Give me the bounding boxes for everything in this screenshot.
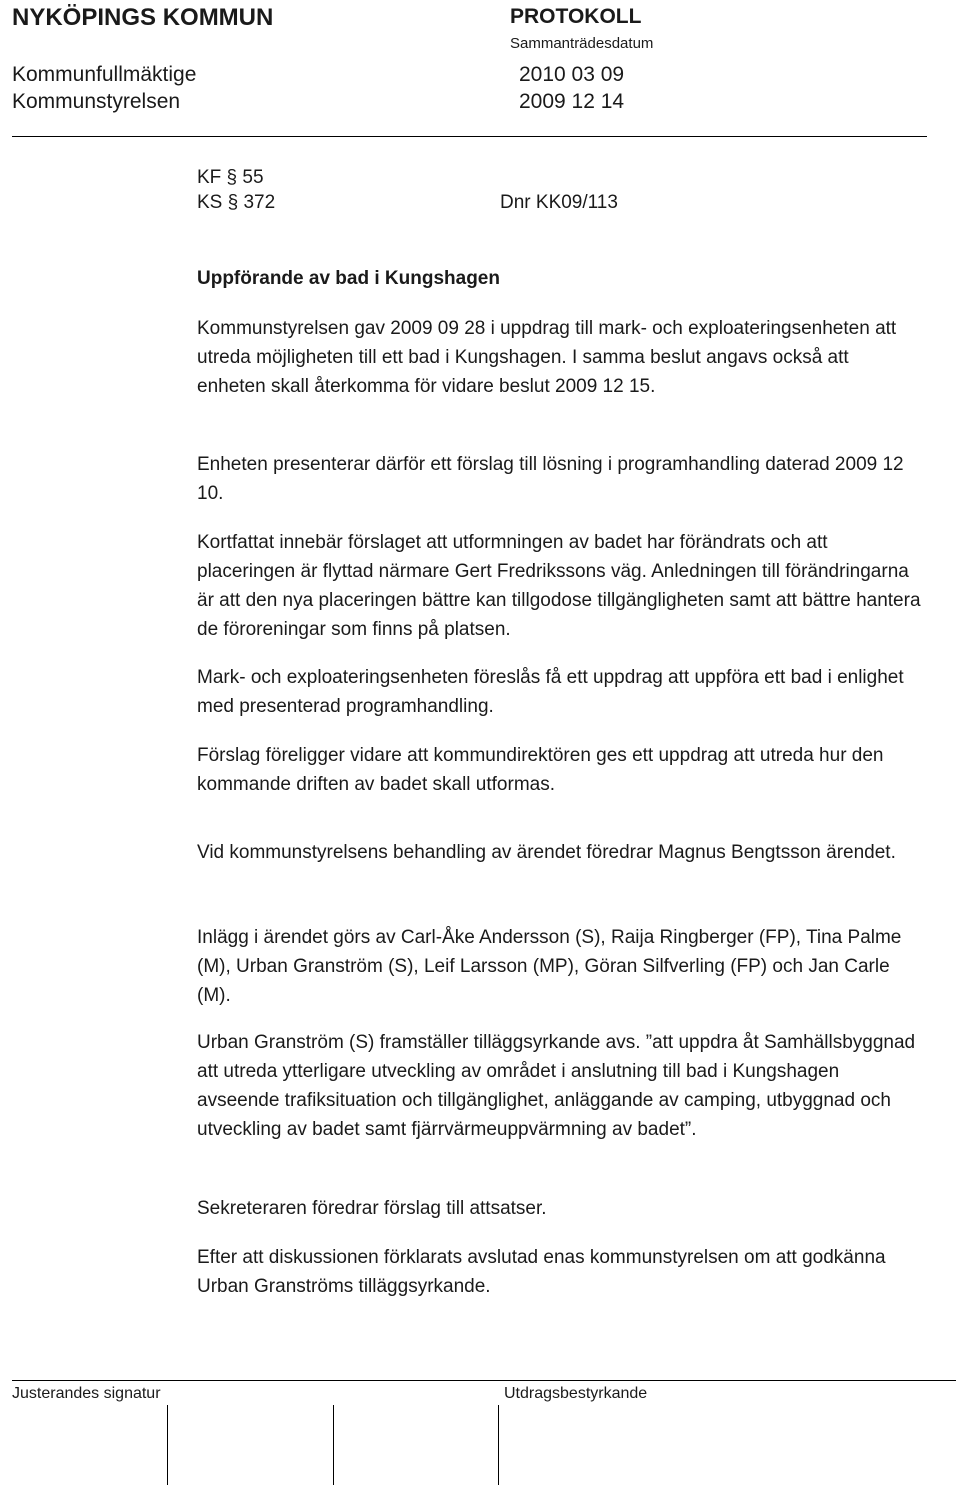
paragraph: Efter att diskussionen förklarats avslutad enas kommunstyrelsen om att godkänna Urban Granströms tilläggsyrkande. xyxy=(197,1247,886,1297)
signature-box-divider xyxy=(167,1405,168,1485)
signature-box-divider xyxy=(333,1405,334,1485)
paragraph: Förslag föreligger vidare att kommundirektören ges ett uppdrag att utreda hur den kommande driften av badet skall utformas. xyxy=(197,745,884,795)
body-date-board: 2009 12 14 xyxy=(519,90,625,113)
body-name-board: Kommunstyrelsen xyxy=(12,90,181,113)
body-name-council: Kommunfullmäktige xyxy=(12,63,197,86)
paragraph: Sekreteraren föredrar förslag till attsatser. xyxy=(197,1198,547,1219)
paragraph: Urban Granström (S) framställer tilläggsyrkande avs. ”att uppdra åt Samhällsbyggnad att utreda ytterligare utveckling av området i anslutning till bad i Kungshagen avseende trafiksituation och tillgänglighet, anläggande av camping, utbyggnad och utveckling av badet samt fjärrvärmeuppvärmning av badet”. xyxy=(197,1032,916,1140)
header-divider xyxy=(12,136,927,137)
organization-name: NYKÖPINGS KOMMUN xyxy=(12,4,274,31)
paragraph: Kortfattat innebär förslaget att utformningen av badet har förändrats och att placeringen är flyttad närmare Gert Fredrikssons väg. Anledningen till förändringarna är att den nya placeringen bättre kan tillgodose tillgängligheten samt att bättre hantera de föroreningar som finns på platsen. xyxy=(197,532,921,640)
signature-label: Justerandes signatur xyxy=(12,1385,161,1402)
signature-box-divider xyxy=(498,1405,499,1485)
footer-divider xyxy=(12,1380,956,1381)
body-date-council: 2010 03 09 xyxy=(519,63,625,86)
case-title: Uppförande av bad i Kungshagen xyxy=(197,268,500,289)
paragraph: Kommunstyrelsen gav 2009 09 28 i uppdrag till mark- och exploateringsenheten att utreda möjligheten till ett bad i Kungshagen. I samma beslut angavs också att enheten skall återkomma för vidare beslut 2009 12 15. xyxy=(197,318,897,397)
paragraph: Vid kommunstyrelsens behandling av ärendet föredrar Magnus Bengtsson ärendet. xyxy=(197,842,896,863)
diary-number: Dnr KK09/113 xyxy=(500,192,618,213)
session-date-label: Sammanträdesdatum xyxy=(510,35,654,52)
paragraph: Mark- och exploateringsenheten föreslås få ett uppdrag att uppföra ett bad i enlighet med presenterad programhandling. xyxy=(197,667,904,717)
ks-paragraph-ref: KS § 372 xyxy=(197,192,276,213)
paragraph: Enheten presenterar därför ett förslag till lösning i programhandling daterad 2009 12 10. xyxy=(197,454,904,504)
kf-paragraph-ref: KF § 55 xyxy=(197,167,264,188)
extract-label: Utdragsbestyrkande xyxy=(504,1385,648,1402)
document-type: PROTOKOLL xyxy=(510,5,642,28)
paragraph: Inlägg i ärendet görs av Carl-Åke Andersson (S), Raija Ringberger (FP), Tina Palme (M), Urban Granström (S), Leif Larsson (MP), Göran Silfverling (FP) och Jan Carle (M). xyxy=(197,927,902,1006)
